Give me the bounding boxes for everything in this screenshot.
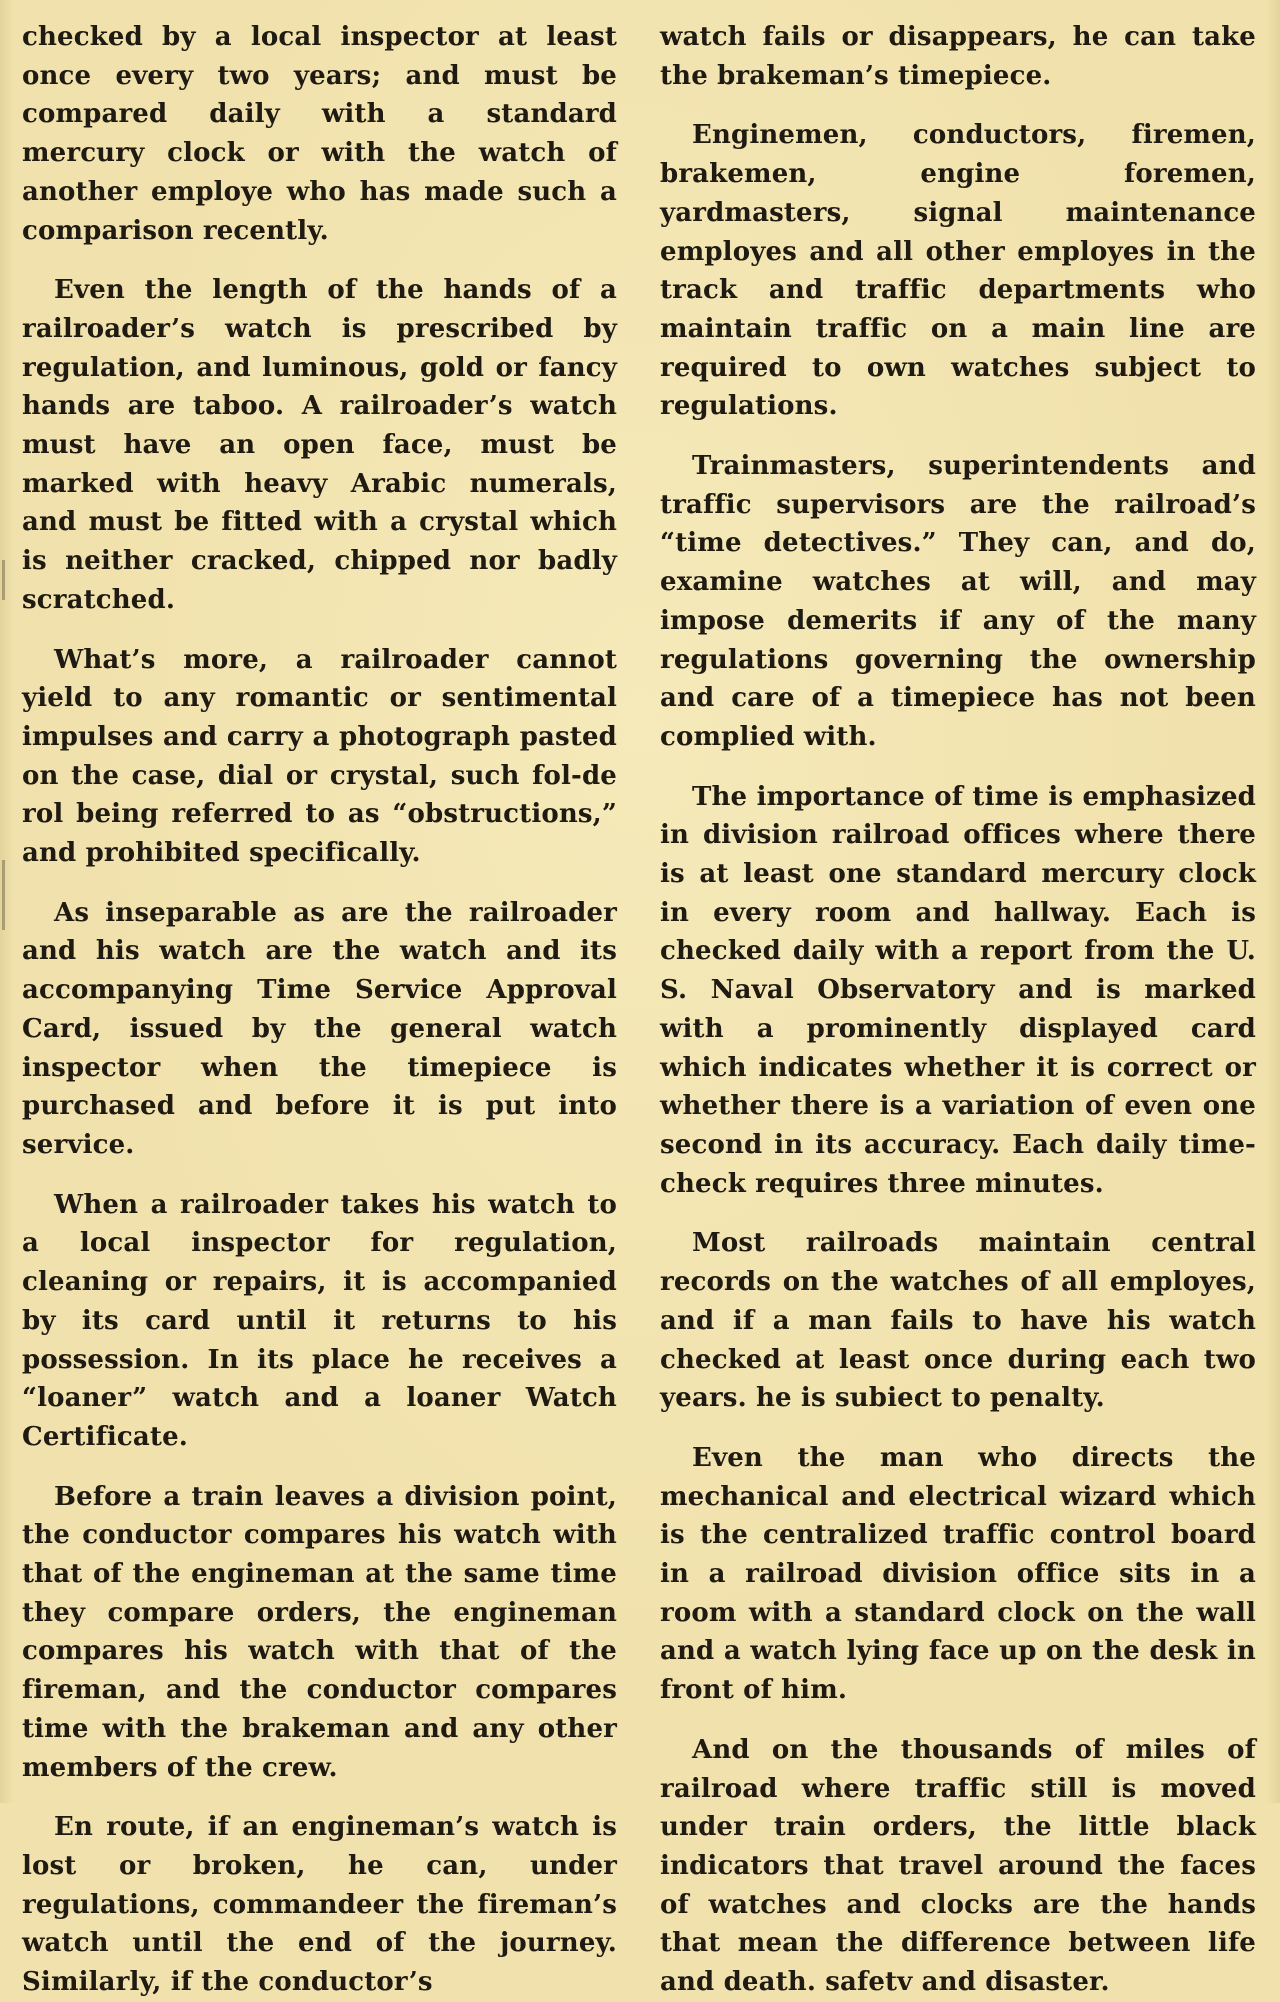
page-edge-mark <box>2 860 5 930</box>
left-column <box>22 18 617 1998</box>
paragraph: Enginemen, conductors, firemen, brakemen, engine foremen, yardmasters, signal maintenance employes and all other employes in the track and traffic departments who maintain traffic on a main line are required to own watches subject to regulations. <box>660 120 1256 422</box>
right-column <box>660 18 1256 1998</box>
page-edge-mark <box>2 560 5 600</box>
paragraph: What’s more, a railroader cannot yield to any romantic or sentimental impulses and carry a photograph pasted on the case, dial or crystal, such fol-de rol being referred to as “obstructions,” and prohibited specifically. <box>22 644 617 869</box>
paragraph: Even the length of the hands of a railroader’s watch is prescribed by regulation, and luminous, gold or fancy hands are taboo. A railroader’s watch must have an open face, must be marked with heavy Arabic numerals, and must be fitted with a crystal which is neither cracked, chipped nor badly scratched. <box>22 275 617 615</box>
paragraph: And on the thousands of miles of railroad where traffic still is moved under train orders, the little black indicators that travel around the faces of watches and clocks are the hands that mean the difference between life and death. safetv and disaster. <box>660 1734 1256 1998</box>
paragraph: The importance of time is emphasized in division railroad offices where there is at least one standard mercury clock in every room and hallway. Each is checked daily with a report from the U. S. Naval Observatory and is marked with a prominently displayed card which indicates whether it is correct or whether there is a variation of even one second in its accuracy. Each daily time-check requires three minutes. <box>660 781 1256 1199</box>
paragraph: Most railroads maintain central records on the watches of all employes, and if a man fails to have his watch checked at least once during each two years. he is subiect to penalty. <box>660 1228 1256 1414</box>
paragraph: When a railroader takes his watch to a local inspector for regulation, cleaning or repairs, it is accompanied by its card until it returns to his possession. In its place he receives a “loaner” watch and a loaner Watch Certificate. <box>22 1189 617 1452</box>
paragraph: checked by a local inspector at least once every two years; and must be compared daily with a standard mercury clock or with the watch of another employe who has made such a comparison recently. <box>22 22 617 246</box>
paragraph: As inseparable as are the railroader and his watch are the watch and its accompanying Time Service Approval Card, issued by the general watch inspector when the timepiece is purchased and before it is put into service. <box>22 897 617 1160</box>
paragraph: watch fails or disappears, he can take the brakeman’s timepiece. <box>660 22 1256 91</box>
paragraph: Trainmasters, superintendents and traffic supervisors are the railroad’s “time detectives.” They can, and do, examine watches at will, and may impose demerits if any of the many regulations governing the ownership and care of a timepiece has not been complied with. <box>660 451 1256 752</box>
paragraph: Even the man who directs the mechanical and electrical wizard which is the centralized traffic control board in a railroad division office sits in a room with a standard clock on the wall and a watch lying face up on the desk in front of him. <box>660 1442 1256 1706</box>
paragraph: En route, if an engineman’s watch is lost or broken, he can, under regulations, commandeer the fireman’s watch until the end of the journey. Similarly, if the conductor’s <box>22 1812 617 1998</box>
paragraph: Before a train leaves a division point, the conductor compares his watch with that of the engineman at the same time they compare orders, the engineman compares his watch with that of the fireman, and the conductor compares time with the brakeman and any other members of the crew. <box>22 1481 617 1783</box>
